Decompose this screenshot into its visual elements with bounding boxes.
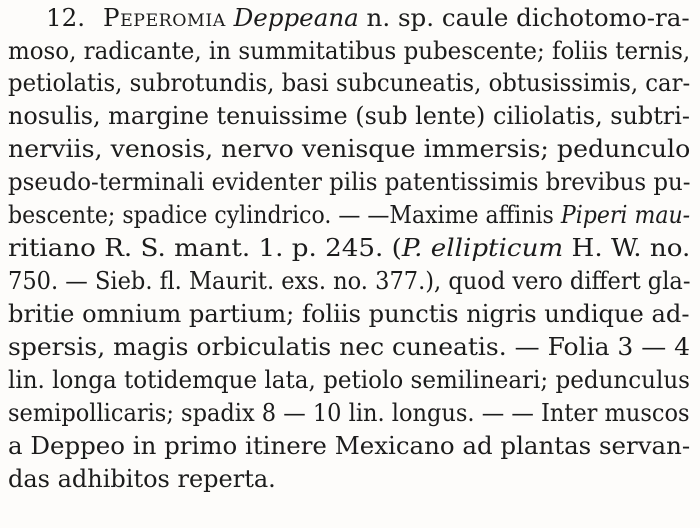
text-line-5: [8, 132, 690, 166]
line-text: nerviis, venosis, nervo venisque immersis; pedunculo: [8, 135, 691, 163]
line-text: n. sp. caule dichotomo-ra-: [358, 4, 690, 32]
genus-name: Peperomia: [103, 4, 226, 32]
italic-text: Piperi mau-: [560, 201, 691, 229]
text-line-8: [8, 231, 690, 265]
text-line-11: [8, 330, 690, 364]
entry-number: 12.: [46, 4, 86, 32]
line-text: pseudo-terminali evidenter pilis patentissimis brevibus pu-: [8, 168, 691, 196]
text-line-4: [8, 99, 690, 133]
text-line-10: [8, 297, 690, 331]
line-text: britie omnium partium; foliis punctis nigris undique ad-: [8, 300, 690, 328]
text-line-6: [8, 165, 690, 199]
line-text: H. W. no.: [563, 234, 691, 262]
text-line-14: [8, 429, 690, 463]
line-text: das adhibitos reperta.: [8, 465, 276, 493]
text-line-3: [8, 66, 690, 100]
line-text: 750. — Sieb. fl. Maurit. exs. no. 377.), quod vero differt gla-: [8, 267, 691, 295]
line-text: lin. longa totidemque lata, petiolo semilineari; pedunculus: [8, 366, 690, 394]
text-line-13: [8, 396, 690, 430]
text-line-7: [8, 198, 690, 232]
line-text: spersis, magis orbiculatis nec cuneatis. — Folia 3 — 4: [8, 333, 691, 361]
text-line-12: [8, 363, 690, 397]
line-text: petiolatis, subrotundis, basi subcuneatis, obtusissimis, car-: [8, 69, 691, 97]
italic-text: P. ellipticum: [401, 234, 564, 262]
text-line-15: [8, 462, 276, 496]
text-line-1: [46, 1, 690, 35]
species-name: Deppeana: [233, 4, 359, 32]
line-text: semipollicaris; spadix 8 — 10 lin. longus. — — Inter muscos: [8, 399, 690, 427]
line-text: a Deppeo in primo itinere Mexicano ad plantas servan-: [8, 432, 691, 460]
text-line-9: [8, 264, 690, 298]
line-text: ritiano R. S. mant. 1. p. 245. (: [8, 234, 402, 262]
line-text: bescente; spadice cylindrico. — —Maxime affinis: [8, 201, 561, 229]
line-text: nosulis, margine tenuissime (sub lente) ciliolatis, subtri-: [8, 102, 690, 130]
text-line-2: [8, 34, 690, 68]
line-text: moso, radicante, in summitatibus pubescente; foliis ternis,: [8, 37, 691, 65]
